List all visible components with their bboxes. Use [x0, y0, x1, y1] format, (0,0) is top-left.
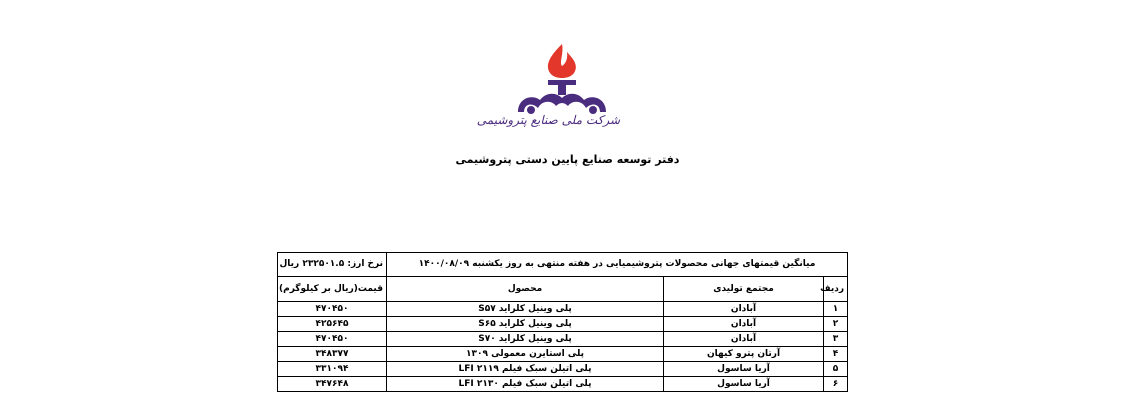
row-plant: آریا ساسول: [664, 362, 824, 377]
col-header-price: قیمت(ریال بر کیلوگرم): [278, 277, 387, 302]
row-price: ۳۴۷۶۴۸: [278, 377, 387, 392]
row-product: پلی وینیل کلراید S۵۷: [387, 302, 664, 317]
row-index: ۲: [824, 317, 848, 332]
logo-script-text: شرکت ملی صنایع پتروشیمی: [476, 113, 620, 127]
row-price: ۳۳۱۰۹۴: [278, 362, 387, 377]
row-product: پلی اتیلن سبک فیلم LFI ۲۱۳۰: [387, 377, 664, 392]
row-price: ۴۷۰۴۵۰: [278, 332, 387, 347]
torch-stand-icon: [548, 80, 576, 85]
table-title: میانگین قیمتهای جهانی محصولات پتروشیمیایی در هفته منتهی به روز یکشنبه ۱۴۰۰/۰۸/۰۹: [387, 253, 848, 277]
row-price: ۳۴۸۳۷۷: [278, 347, 387, 362]
table-row: [278, 302, 848, 317]
col-header-plant: مجتمع تولیدی: [664, 277, 824, 302]
price-table: [277, 252, 848, 392]
table-row: [278, 317, 848, 332]
table-title-row: [278, 253, 848, 277]
row-index: ۱: [824, 302, 848, 317]
table-header-row: [278, 277, 848, 302]
table-row: [278, 377, 848, 392]
table-row: [278, 347, 848, 362]
row-product: پلی اتیلن سبک فیلم LFI ۲۱۱۹: [387, 362, 664, 377]
row-plant: آریا ساسول: [664, 377, 824, 392]
row-index: ۴: [824, 347, 848, 362]
row-index: ۶: [824, 377, 848, 392]
row-price: ۴۲۵۶۴۵: [278, 317, 387, 332]
row-index: ۵: [824, 362, 848, 377]
flame-icon: [548, 44, 576, 78]
row-plant: آرتان پترو کیهان: [664, 347, 824, 362]
col-header-product: محصول: [387, 277, 664, 302]
org-title: دفتر توسعه صنایع پایین دستی پتروشیمی: [455, 153, 680, 166]
row-index: ۳: [824, 332, 848, 347]
table-row: [278, 332, 848, 347]
row-plant: آبادان: [664, 302, 824, 317]
row-plant: آبادان: [664, 317, 824, 332]
exchange-rate: نرخ ارز: ۲۳۲۵۰۱.۵ ریال: [278, 253, 387, 277]
table-row: [278, 362, 848, 377]
row-product: پلی وینیل کلراید S۷۰: [387, 332, 664, 347]
col-header-index: ردیف: [824, 277, 848, 302]
row-product: پلی استایرن معمولی ۱۳۰۹: [387, 347, 664, 362]
row-price: ۴۷۰۴۵۰: [278, 302, 387, 317]
row-product: پلی وینیل کلراید S۶۵: [387, 317, 664, 332]
row-plant: آبادان: [664, 332, 824, 347]
